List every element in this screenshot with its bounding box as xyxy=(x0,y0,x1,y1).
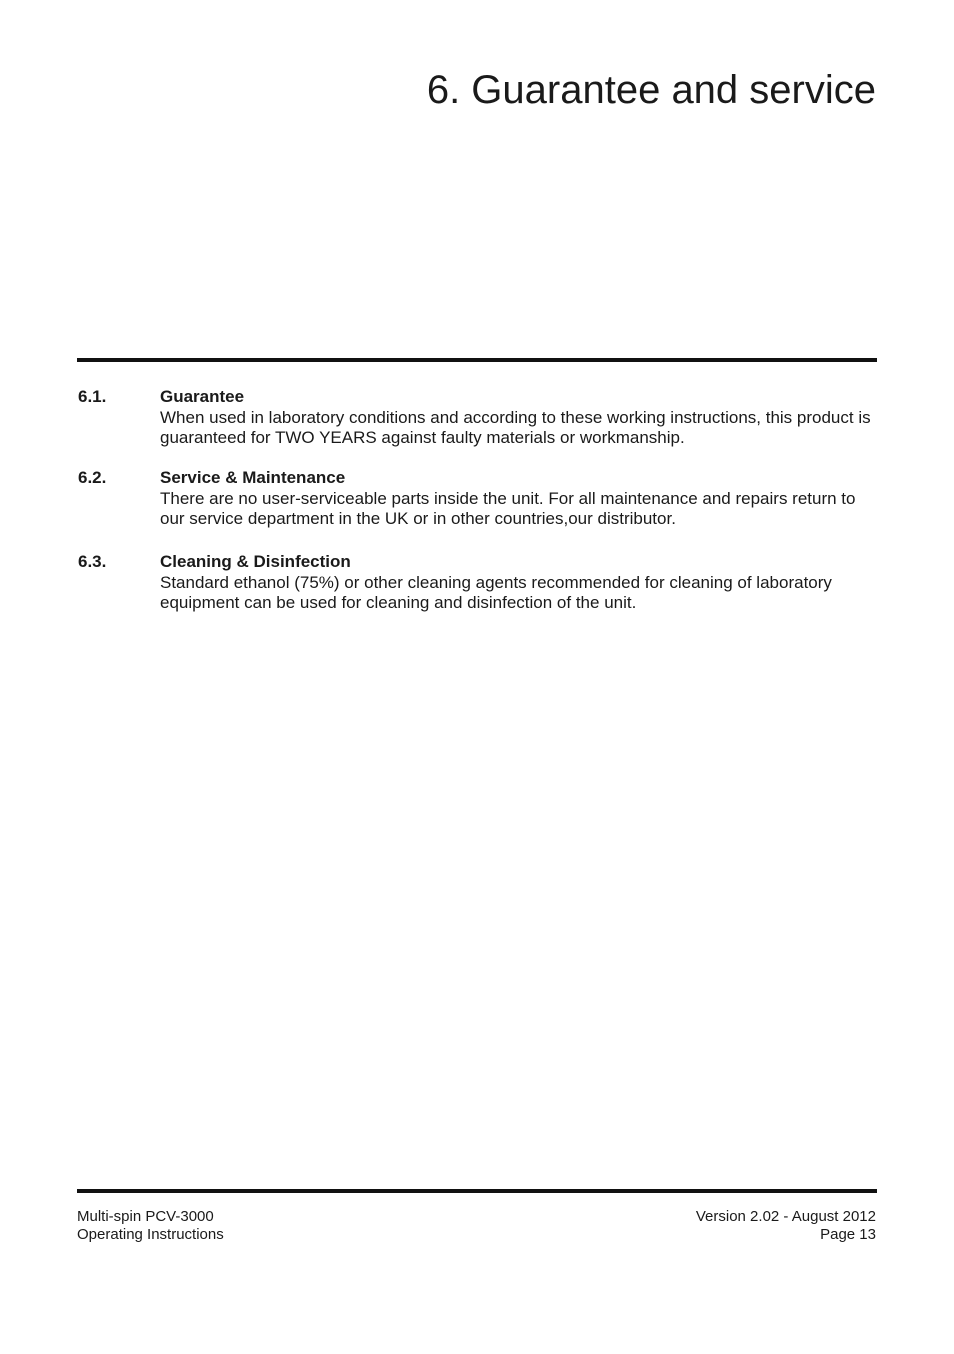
section-text: There are no user-serviceable parts inside the unit. For all maintenance and repairs return to our service department in the UK or in other countries,our distributor. xyxy=(160,489,856,528)
footer-right xyxy=(696,1208,876,1244)
footer-left xyxy=(77,1208,224,1244)
section-body xyxy=(160,387,880,448)
footer-version: Version 2.02 - August 2012 xyxy=(695,1208,876,1225)
section-number: 6.3. xyxy=(78,552,107,571)
section-body xyxy=(160,552,880,613)
section-number: 6.1. xyxy=(78,387,107,406)
footer-product: Multi-spin PCV-3000 xyxy=(77,1208,214,1225)
footer-doc-type: Operating Instructions xyxy=(77,1226,224,1243)
top-divider xyxy=(77,358,877,362)
section-text: Standard ethanol (75%) or other cleaning agents recommended for cleaning of laboratory equipment can be used for cleaning and disinfection of the unit. xyxy=(160,573,832,612)
bottom-divider xyxy=(77,1189,877,1193)
footer-page-number: Page 13 xyxy=(820,1226,876,1243)
section-body xyxy=(160,468,880,529)
section-text: When used in laboratory conditions and according to these working instructions, this product is guaranteed for TWO YEARS against faulty materials or workmanship. xyxy=(160,408,871,447)
section-number: 6.2. xyxy=(78,468,107,487)
section-heading: Service & Maintenance xyxy=(160,468,346,487)
section-heading: Guarantee xyxy=(160,387,245,406)
page-title: 6. Guarantee and service xyxy=(426,68,876,112)
section-heading: Cleaning & Disinfection xyxy=(160,552,351,571)
